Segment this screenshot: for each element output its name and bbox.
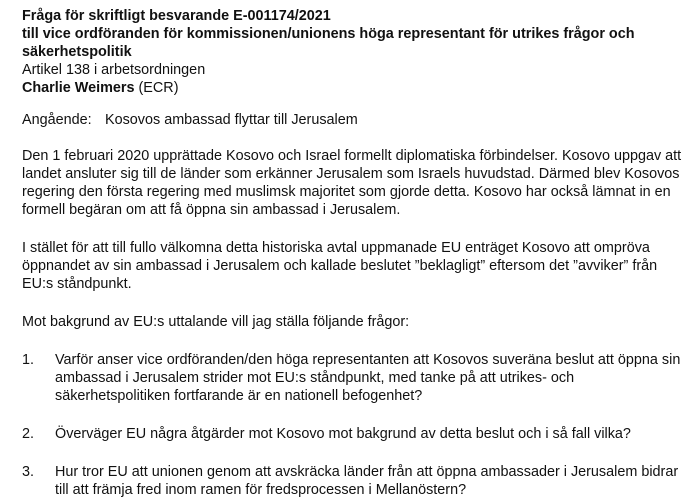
question-number: 3.: [22, 464, 35, 480]
document-page: [22, 7, 684, 499]
questions-intro: Mot bakgrund av EU:s uttalande vill jag ställa följande frågor:: [22, 314, 410, 330]
subject-row: [22, 111, 684, 129]
document-heading: [22, 7, 684, 61]
body-paragraph-1: Den 1 februari 2020 upprättade Kosovo och Israel formellt diplomatiska förbindelser. Kosovo uppgav att landet ansluter sig till de länder som erkänner Jerusalem som Israels huvudstad. Därmed blev Kosovos regering den första regering med muslimsk majoritet som gjorde detta. Kosovo har också lämnat in en formell begäran om att få öppna sin ambassad i Jerusalem.: [22, 148, 682, 218]
question-text: Varför anser vice ordföranden/den höga representanten att Kosovos suveräna beslut att öppna sin ambassad i Jerusalem strider mot EU:s ståndpunkt, med tanke på att utrikes- och säkerhetspolitiken fortfarande är en nationell befogenhet?: [55, 352, 681, 404]
heading-line-policy-area: säkerhetspolitik: [22, 44, 132, 60]
question-number: 2.: [22, 426, 35, 442]
article-reference: Artikel 138 i arbetsordningen: [22, 62, 206, 78]
question-item-2: [22, 425, 684, 443]
heading-line-question-number: Fråga för skriftligt besvarande E-001174/2021: [22, 8, 331, 24]
author-line: [22, 79, 684, 97]
question-item-3: [22, 463, 684, 499]
author-group: (ECR): [138, 80, 179, 96]
question-text: Hur tror EU att unionen genom att avskräcka länder från att öppna ambassader i Jerusalem bidrar till att främja fred inom ramen för fredsprocessen i Mellanöstern?: [55, 464, 679, 498]
question-list: [22, 351, 684, 499]
question-item-1: [22, 351, 684, 405]
body-paragraph-2: I stället för att till fullo välkomna detta historiska avtal uppmanade EU enträget Kosovo att ompröva öppnandet av sin ambassad i Jerusalem och kallade beslutet ”beklagligt” eftersom det ”avviker” från EU:s ståndpunkt.: [22, 240, 658, 292]
subject-label: Angående:: [22, 112, 92, 128]
author-name: Charlie Weimers: [22, 80, 135, 96]
heading-line-addressee: till vice ordföranden för kommissionen/unionens höga representant för utrikes frågor och: [22, 26, 635, 42]
question-text: Överväger EU några åtgärder mot Kosovo mot bakgrund av detta beslut och i så fall vilka?: [55, 426, 631, 442]
subject-text: Kosovos ambassad flyttar till Jerusalem: [105, 112, 358, 128]
question-number: 1.: [22, 352, 35, 368]
